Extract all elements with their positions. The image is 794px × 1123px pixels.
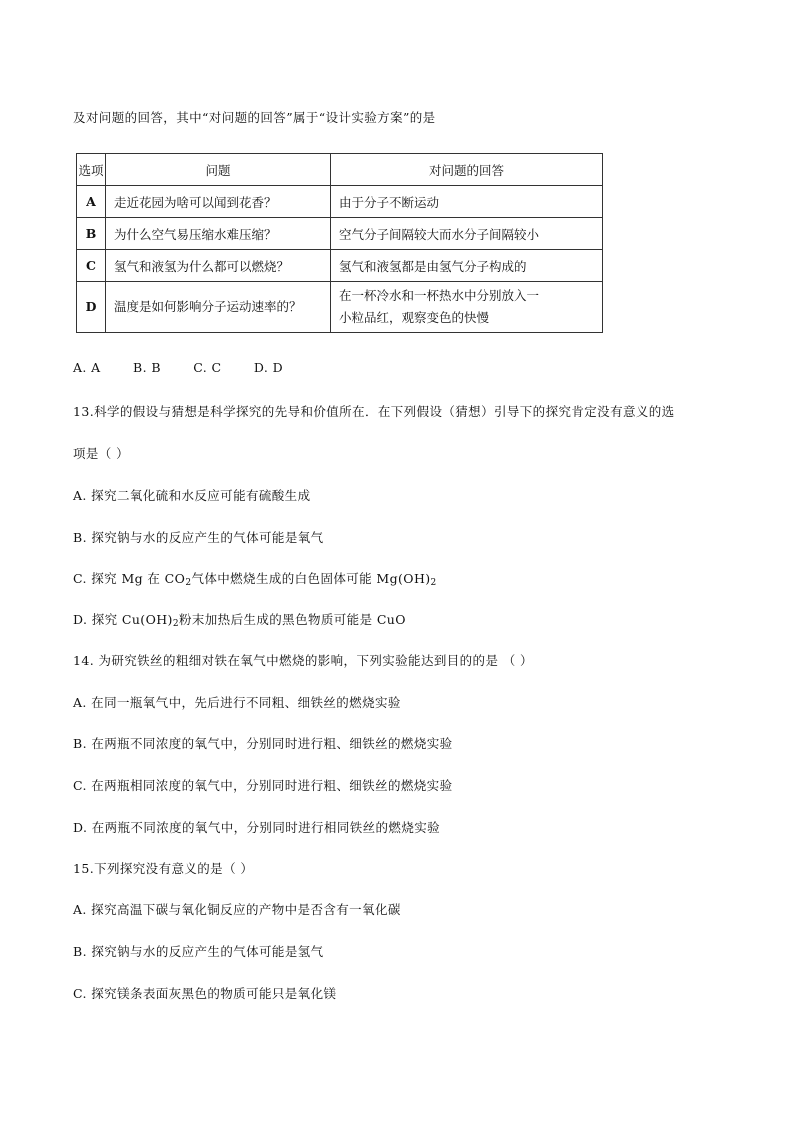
q14-option-c[interactable]: C. 在两瓶相同浓度的氧气中，分别同时进行粗、细铁丝的燃烧实验 — [73, 778, 453, 793]
row-question: 走近花园为啥可以闻到花香？ — [106, 186, 331, 218]
table-row — [77, 218, 603, 250]
header-answer: 对问题的回答 — [331, 154, 603, 186]
q13-option-a[interactable]: A. 探究二氧化硫和水反应可能有硫酸生成 — [73, 488, 311, 503]
row-option: A — [77, 186, 106, 218]
table-row — [77, 250, 603, 282]
q13-d-text: D. 探究 Cu(OH) — [73, 612, 173, 627]
q13-option-c[interactable] — [73, 569, 437, 587]
q13-option-b[interactable]: B. 探究钠与水的反应产生的气体可能是氧气 — [73, 530, 324, 545]
subscript: 2 — [430, 578, 437, 588]
row-answer-line: 小粒品红，观察变色的快慢 — [339, 310, 490, 325]
row-question: 氢气和液氢为什么都可以燃烧？ — [106, 250, 331, 282]
question-intro: 及对问题的回答，其中“对问题的回答”属于“设计实验方案”的是 — [73, 110, 436, 125]
choice-c[interactable]: C. C — [193, 360, 222, 375]
q15-option-b[interactable]: B. 探究钠与水的反应产生的气体可能是氢气 — [73, 944, 324, 959]
table-row — [77, 186, 603, 218]
table-header-row — [77, 154, 603, 186]
row-option: B — [77, 218, 106, 250]
q13-d-text: 粉末加热后生成的黑色物质可能是 CuO — [178, 612, 406, 627]
q13-c-text: 气体中燃烧生成的白色固体可能 Mg(OH) — [191, 571, 431, 586]
choice-a[interactable]: A. A — [73, 360, 101, 375]
q13-stem-line2: 项是（ ） — [73, 446, 129, 461]
q13-option-d[interactable] — [73, 610, 406, 628]
choice-d[interactable]: D. D — [253, 360, 284, 375]
header-option: 选项 — [77, 154, 106, 186]
choice-b[interactable]: B. B — [132, 360, 161, 375]
q13-c-text: C. 探究 Mg 在 CO — [73, 571, 186, 586]
row-answer-line: 在一杯冷水和一杯热水中分别放入一 — [339, 288, 540, 303]
q13-stem-line1: 13.科学的假设与猜想是科学探究的先导和价值所在．在下列假设（猜想）引导下的探究肯定没有意义的选 — [73, 404, 675, 419]
row-question: 温度是如何影响分子运动速率的？ — [106, 282, 331, 333]
subscript: 2 — [172, 619, 179, 629]
q15-option-a[interactable]: A. 探究高温下碳与氧化铜反应的产物中是否含有一氧化碳 — [73, 902, 401, 917]
q15-option-c[interactable]: C. 探究镁条表面灰黑色的物质可能只是氧化镁 — [73, 986, 337, 1001]
q14-stem: 14. 为研究铁丝的粗细对铁在氧气中燃烧的影响，下列实验能达到目的的是 （ ） — [73, 653, 533, 668]
q14-option-a[interactable]: A. 在同一瓶氧气中，先后进行不同粗、细铁丝的燃烧实验 — [73, 695, 401, 710]
q14-option-b[interactable]: B. 在两瓶不同浓度的氧气中，分别同时进行粗、细铁丝的燃烧实验 — [73, 736, 453, 751]
row-question: 为什么空气易压缩水难压缩？ — [106, 218, 331, 250]
table-row — [77, 282, 603, 333]
row-option: D — [77, 282, 106, 333]
q15-stem: 15.下列探究没有意义的是（ ） — [73, 861, 254, 876]
q12-answer-choices — [73, 360, 311, 375]
row-answer: 由于分子不断运动 — [331, 186, 603, 218]
row-answer: 氢气和液氢都是由氢气分子构成的 — [331, 250, 603, 282]
question-table — [76, 153, 603, 333]
header-question: 问题 — [106, 154, 331, 186]
row-answer: 空气分子间隔较大而水分子间隔较小 — [331, 218, 603, 250]
row-option: C — [77, 250, 106, 282]
q14-option-d[interactable]: D. 在两瓶不同浓度的氧气中，分别同时进行相同铁丝的燃烧实验 — [73, 820, 441, 835]
subscript: 2 — [185, 578, 192, 588]
row-answer — [331, 282, 603, 333]
